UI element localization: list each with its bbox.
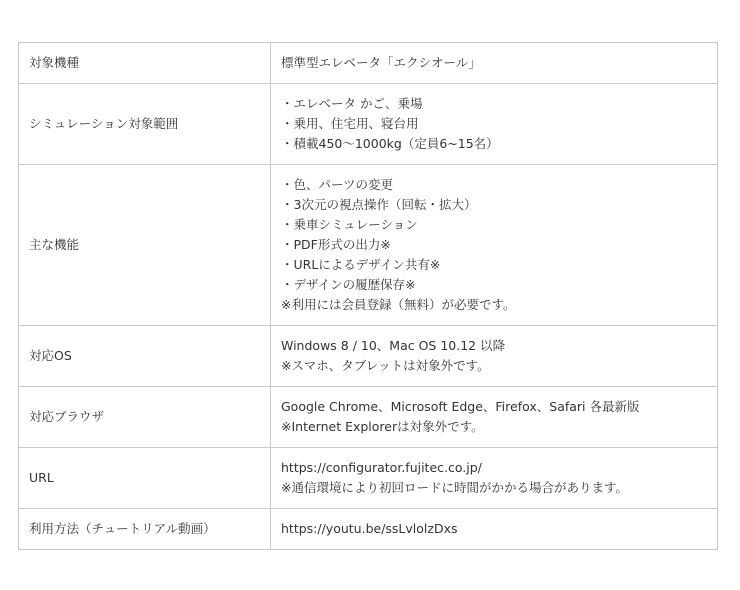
row-label: 主な機能 [19,165,271,326]
value-line: Windows 8 / 10、Mac OS 10.12 以降 [281,338,506,353]
table-row [19,448,718,509]
url-link[interactable]: https://configurator.fujitec.co.jp/ [281,460,482,475]
value-line: ・エレベータ かご、乗場 [281,96,423,111]
row-label: シミュレーション対象範囲 [19,84,271,165]
spec-table [18,42,718,550]
row-value [271,43,718,84]
row-label: 利用方法（チュートリアル動画） [19,509,271,550]
row-label: 対象機種 [19,43,271,84]
value-line: ※利用には会員登録（無料）が必要です。 [281,297,516,312]
row-value [271,448,718,509]
value-line: 標準型エレベータ「エクシオール」 [281,55,481,70]
row-value [271,387,718,448]
row-label: 対応ブラウザ [19,387,271,448]
value-line: ※通信環境により初回ロードに時間がかかる場合があります。 [281,480,628,495]
value-line: ・色、パーツの変更 [281,177,394,192]
row-label: 対応OS [19,326,271,387]
value-line: ・PDF形式の出力※ [281,237,391,252]
table-row [19,326,718,387]
table-row [19,84,718,165]
table-row [19,387,718,448]
value-line: ・積載450〜1000kg（定員6~15名） [281,136,499,151]
value-line: Google Chrome、Microsoft Edge、Firefox、Safari 各最新版 [281,399,640,414]
row-value [271,326,718,387]
value-line: ・デザインの履歴保存※ [281,277,416,292]
value-line: ・乗用、住宅用、寝台用 [281,116,419,131]
value-line: ・URLによるデザイン共有※ [281,257,441,272]
table-row [19,43,718,84]
row-label: URL [19,448,271,509]
table-row [19,509,718,550]
tutorial-video-link[interactable]: https://youtu.be/ssLvlolzDxs [281,521,458,536]
value-line: ※スマホ、タブレットは対象外です。 [281,358,490,373]
value-line: ※Internet Explorerは対象外です。 [281,419,484,434]
value-line: ・乗車シミュレーション [281,217,418,232]
row-value [271,509,718,550]
row-value [271,84,718,165]
value-line: ・3次元の視点操作（回転・拡大） [281,197,477,212]
table-row [19,165,718,326]
row-value [271,165,718,326]
